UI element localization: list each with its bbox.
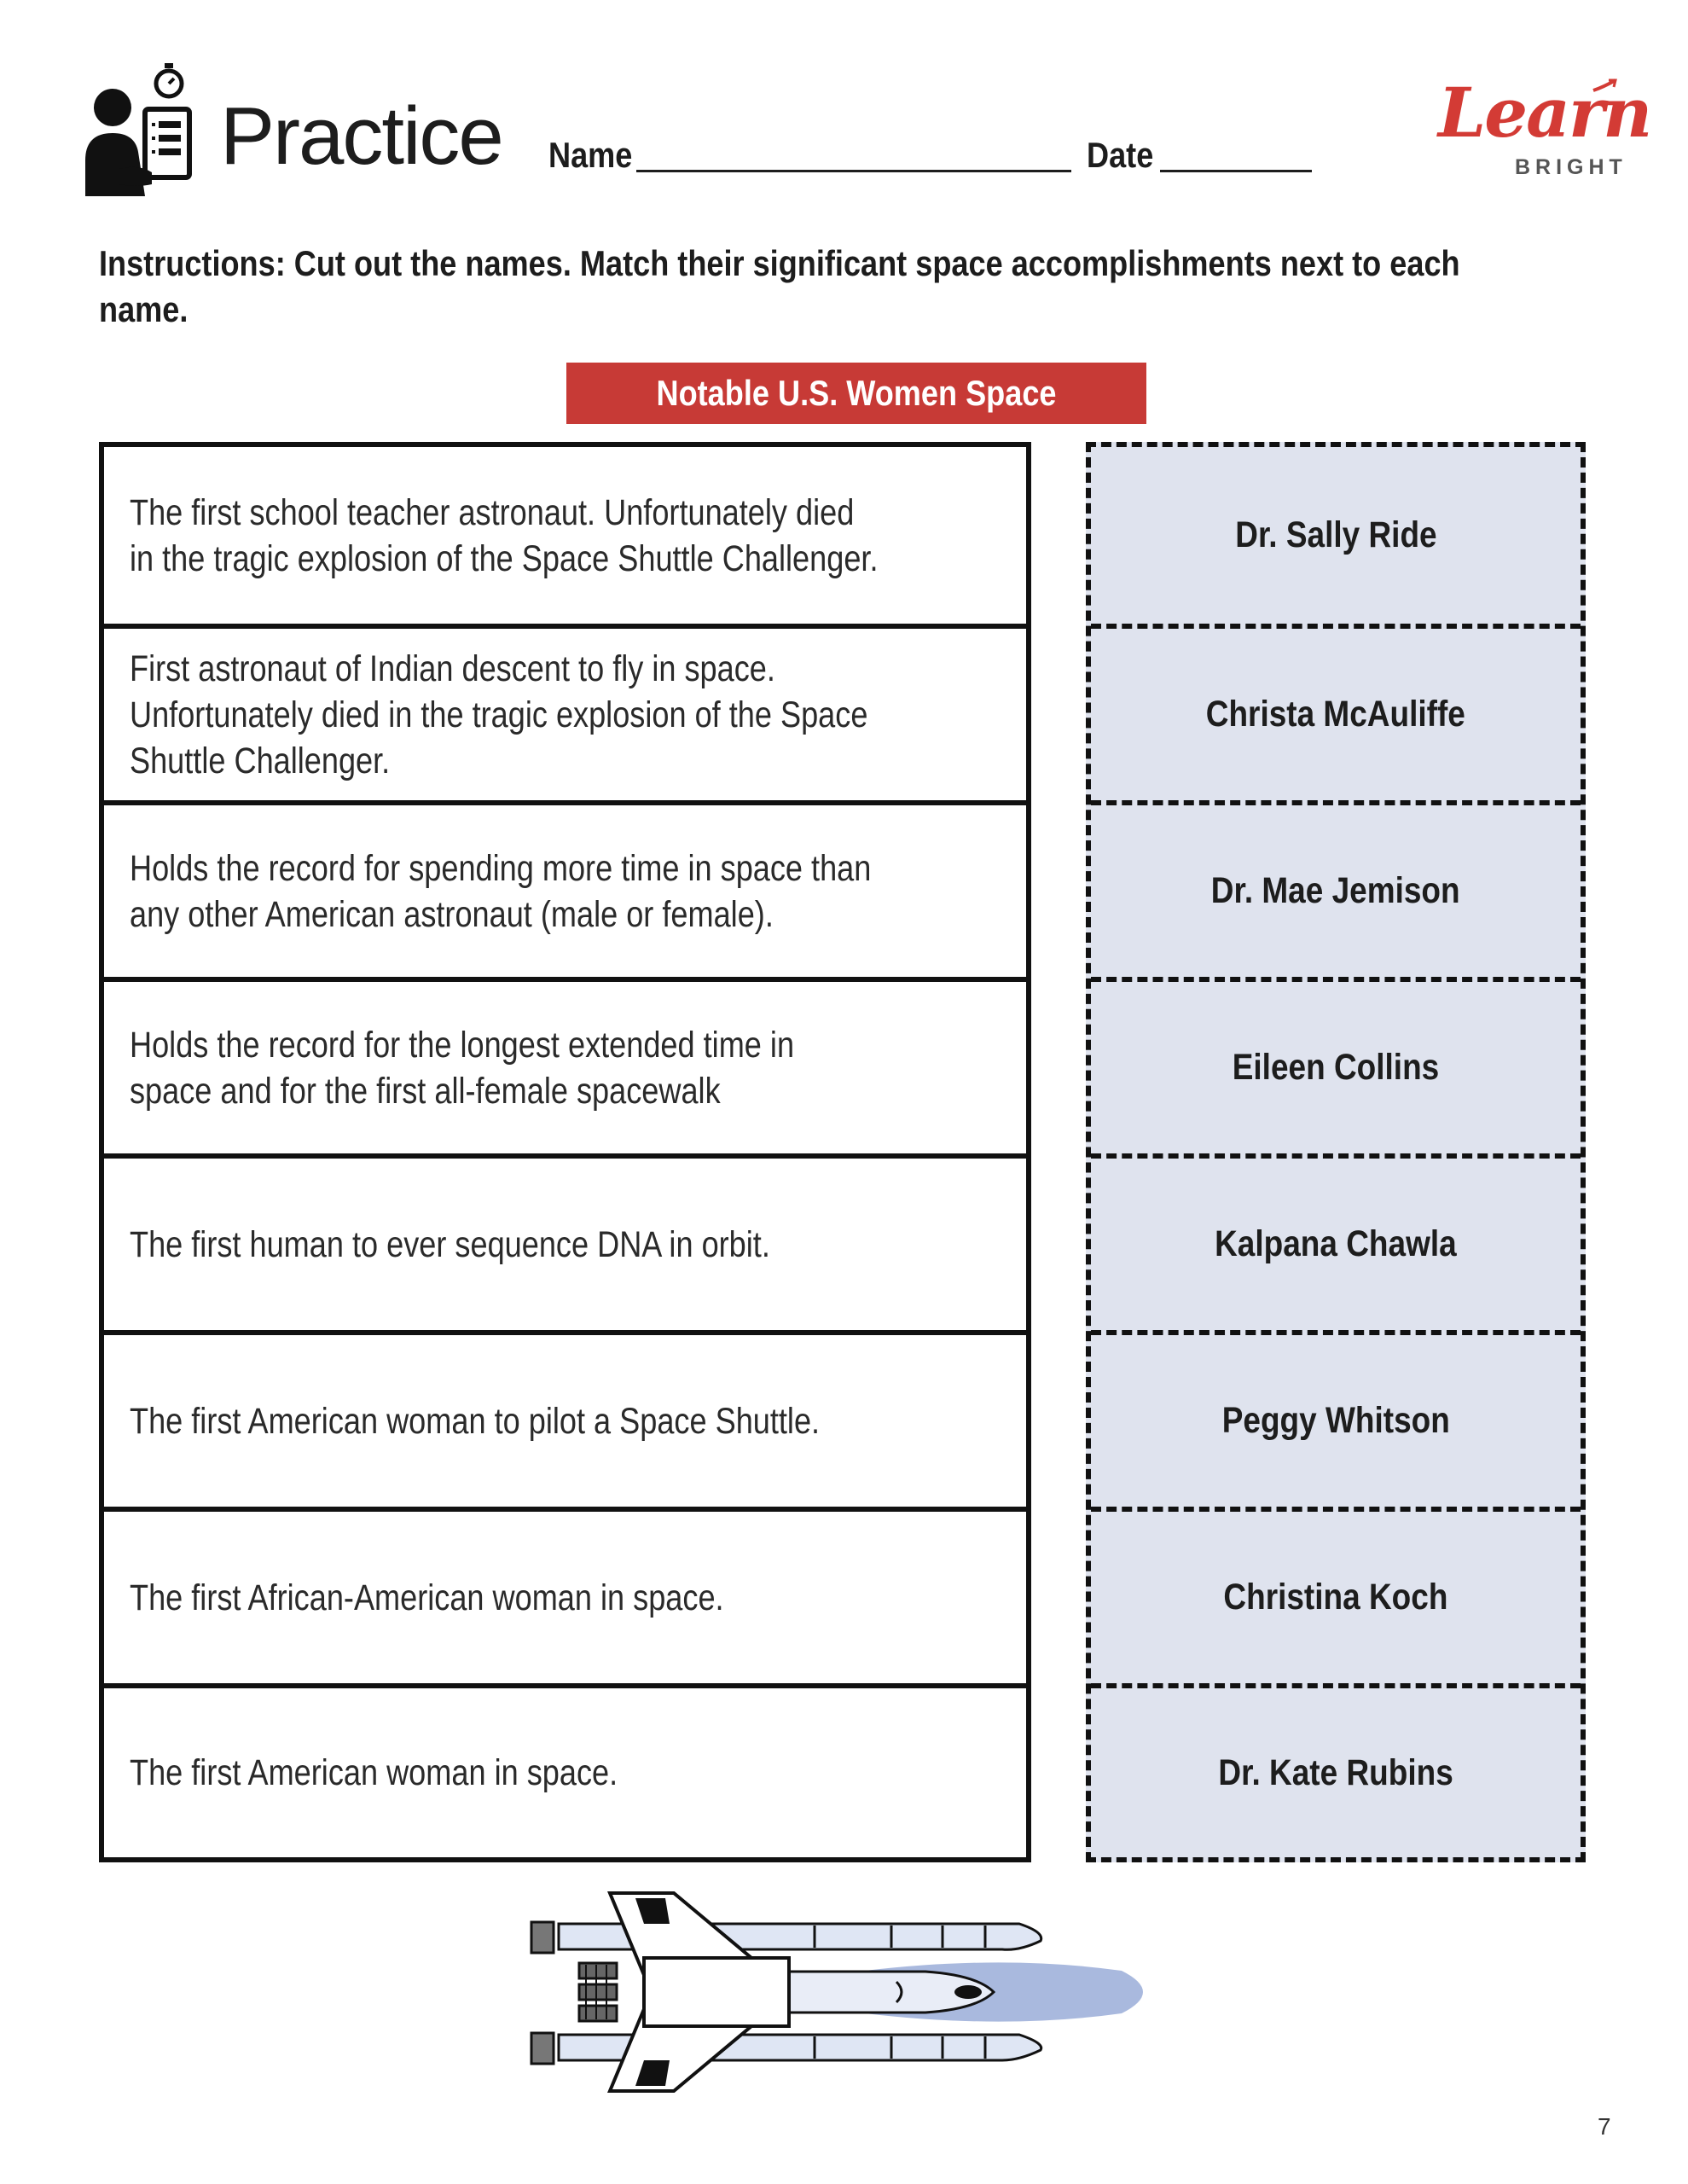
description-text: The first human to ever sequence DNA in orbit.: [130, 1223, 770, 1265]
logo-word: Learn: [1438, 73, 1651, 153]
description-row: [104, 447, 1026, 624]
description-text: The first African-American woman in space.: [130, 1577, 724, 1618]
name-card[interactable]: [1091, 800, 1581, 977]
name-card[interactable]: [1091, 977, 1581, 1153]
name-card[interactable]: [1091, 1507, 1581, 1683]
description-row: [104, 1507, 1026, 1683]
name-text: Eileen Collins: [1232, 1047, 1440, 1088]
date-field[interactable]: [1160, 170, 1312, 172]
description-text: Holds the record for the longest extended time in space and for the first all-female spacewalk: [130, 1024, 795, 1112]
name-text: Dr. Sally Ride: [1234, 514, 1437, 555]
name-text: Christina Koch: [1223, 1577, 1448, 1618]
logo-subword: BRIGHT: [1515, 155, 1627, 179]
date-label: Date: [1087, 135, 1154, 175]
names-cutout-column: [1086, 442, 1586, 1862]
description-row: [104, 1683, 1026, 1857]
description-text: The first American woman in space.: [130, 1752, 618, 1793]
description-row: [104, 977, 1026, 1153]
description-text: The first school teacher astronaut. Unfortunately died in the tragic explosion of the Space Shuttle Challenger.: [130, 491, 879, 579]
name-card[interactable]: [1091, 1330, 1581, 1507]
description-text: The first American woman to pilot a Space Shuttle.: [130, 1400, 821, 1442]
description-text: First astronaut of Indian descent to fly in space. Unfortunately died in the tragic explosion of the Space Shuttle Challenger.: [130, 648, 868, 781]
section-title: Practice: [220, 90, 502, 182]
name-card[interactable]: [1091, 624, 1581, 800]
description-row: [104, 624, 1026, 800]
space-shuttle-icon: [525, 1890, 1156, 2094]
practice-person-icon: [85, 60, 196, 196]
description-row: [104, 1330, 1026, 1507]
description-text: Holds the record for spending more time in space than any other American astronaut (male or female).: [130, 847, 872, 935]
name-text: Christa McAuliffe: [1205, 694, 1466, 735]
instructions: Instructions: Cut out the names. Match their significant space accomplishments next to each name.: [99, 243, 1460, 329]
description-row: [104, 800, 1026, 977]
name-text: Kalpana Chawla: [1215, 1223, 1457, 1264]
learn-bright-logo: [1433, 73, 1651, 181]
page-number: 7: [1598, 2113, 1611, 2140]
name-card[interactable]: [1091, 1683, 1581, 1857]
table-title-text: Notable U.S. Women Space Pioneers: [656, 373, 1057, 474]
name-card[interactable]: [1091, 447, 1581, 624]
name-card[interactable]: [1091, 1153, 1581, 1330]
name-field[interactable]: [636, 170, 1071, 172]
description-row: [104, 1153, 1026, 1330]
name-text: Peggy Whitson: [1221, 1400, 1450, 1441]
logo-sparkle-icon: [1592, 78, 1617, 99]
accomplishments-table: [99, 442, 1031, 1862]
name-label: Name: [548, 135, 633, 175]
table-title: [566, 363, 1146, 474]
name-text: Dr. Kate Rubins: [1218, 1751, 1453, 1793]
name-text: Dr. Mae Jemison: [1211, 870, 1460, 911]
